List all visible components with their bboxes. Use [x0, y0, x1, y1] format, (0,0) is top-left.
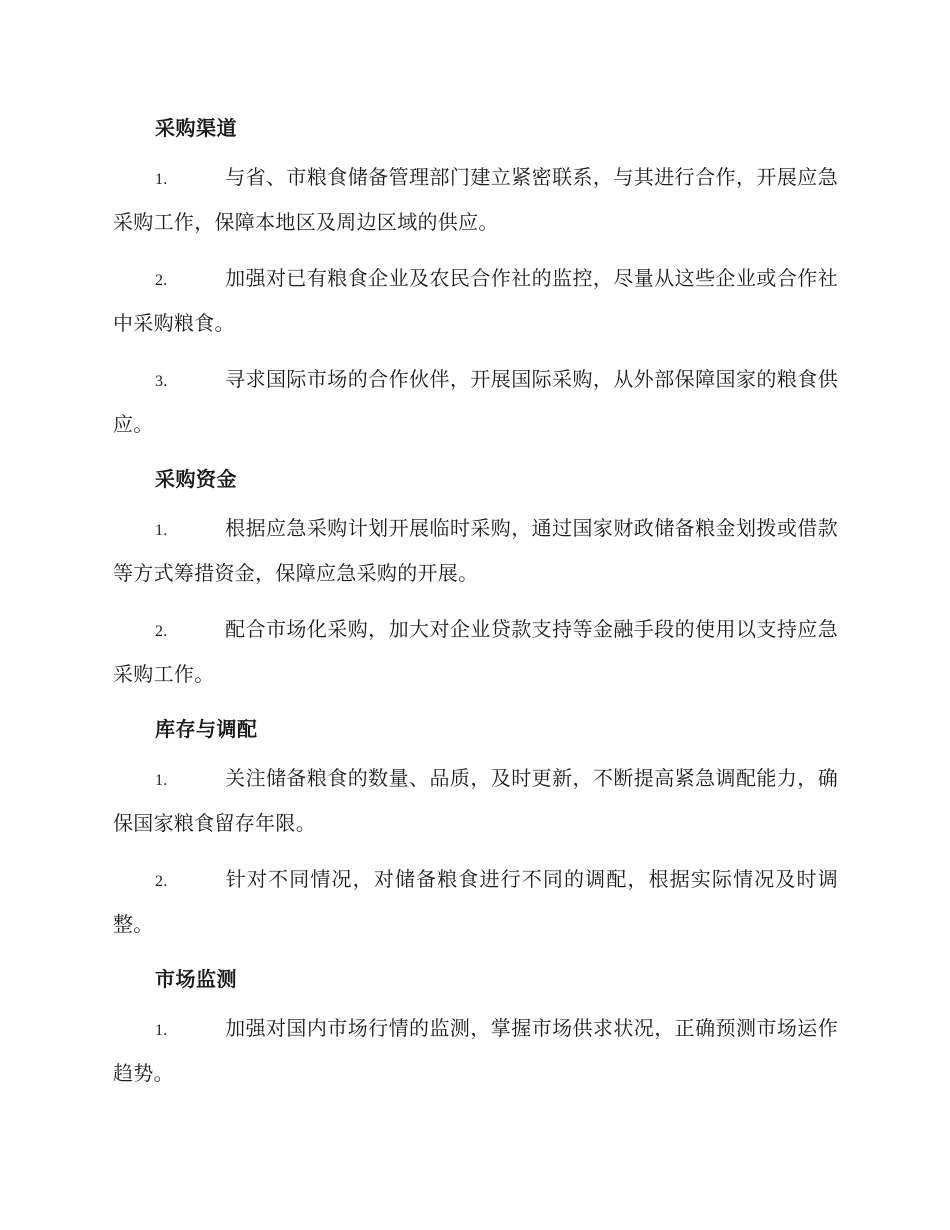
- item-text: 寻求国际市场的合作伙伴，开展国际采购，从外部保障国家的粮食供应。: [113, 367, 838, 436]
- item-number: 2.: [155, 272, 168, 289]
- item-number: 1.: [155, 171, 168, 188]
- item-text: 加强对国内市场行情的监测，掌握市场供求状况，正确预测市场运作趋势。: [113, 1016, 838, 1085]
- list-item: [113, 156, 838, 243]
- item-text: 加强对已有粮食企业及农民合作社的监控，尽量从这些企业或合作社中采购粮食。: [113, 266, 838, 335]
- item-text: 配合市场化采购，加大对企业贷款支持等金融手段的使用以支持应急采购工作。: [113, 617, 838, 686]
- section-inventory-allocation: [113, 709, 838, 945]
- section-market-monitoring: [113, 959, 838, 1094]
- section-heading: 库存与调配: [155, 717, 258, 741]
- section-heading: 采购渠道: [155, 116, 237, 140]
- item-number: 1.: [155, 1022, 168, 1039]
- item-number: 2.: [155, 873, 168, 890]
- section-heading: 采购资金: [155, 467, 237, 491]
- item-number: 1.: [155, 772, 168, 789]
- item-text: 根据应急采购计划开展临时采购，通过国家财政储备粮金划拨或借款等方式筹措资金，保障应急采购的开展。: [113, 516, 838, 585]
- document-body: [113, 108, 838, 1108]
- item-number: 3.: [155, 373, 168, 390]
- list-item: [113, 257, 838, 344]
- list-item: [113, 858, 838, 945]
- item-number: 1.: [155, 522, 168, 539]
- item-text: 关注储备粮食的数量、品质，及时更新，不断提高紧急调配能力，确保国家粮食留存年限。: [113, 766, 838, 835]
- section-procurement-funds: [113, 459, 838, 695]
- item-text: 针对不同情况，对储备粮食进行不同的调配，根据实际情况及时调整。: [113, 867, 838, 936]
- list-item: [113, 1007, 838, 1094]
- section-procurement-channels: [113, 108, 838, 445]
- list-item: [113, 757, 838, 844]
- list-item: [113, 608, 838, 695]
- list-item: [113, 507, 838, 594]
- item-number: 2.: [155, 623, 168, 640]
- item-text: 与省、市粮食储备管理部门建立紧密联系，与其进行合作，开展应急采购工作，保障本地区及周边区域的供应。: [113, 165, 838, 234]
- list-item: [113, 358, 838, 445]
- section-heading: 市场监测: [155, 967, 237, 991]
